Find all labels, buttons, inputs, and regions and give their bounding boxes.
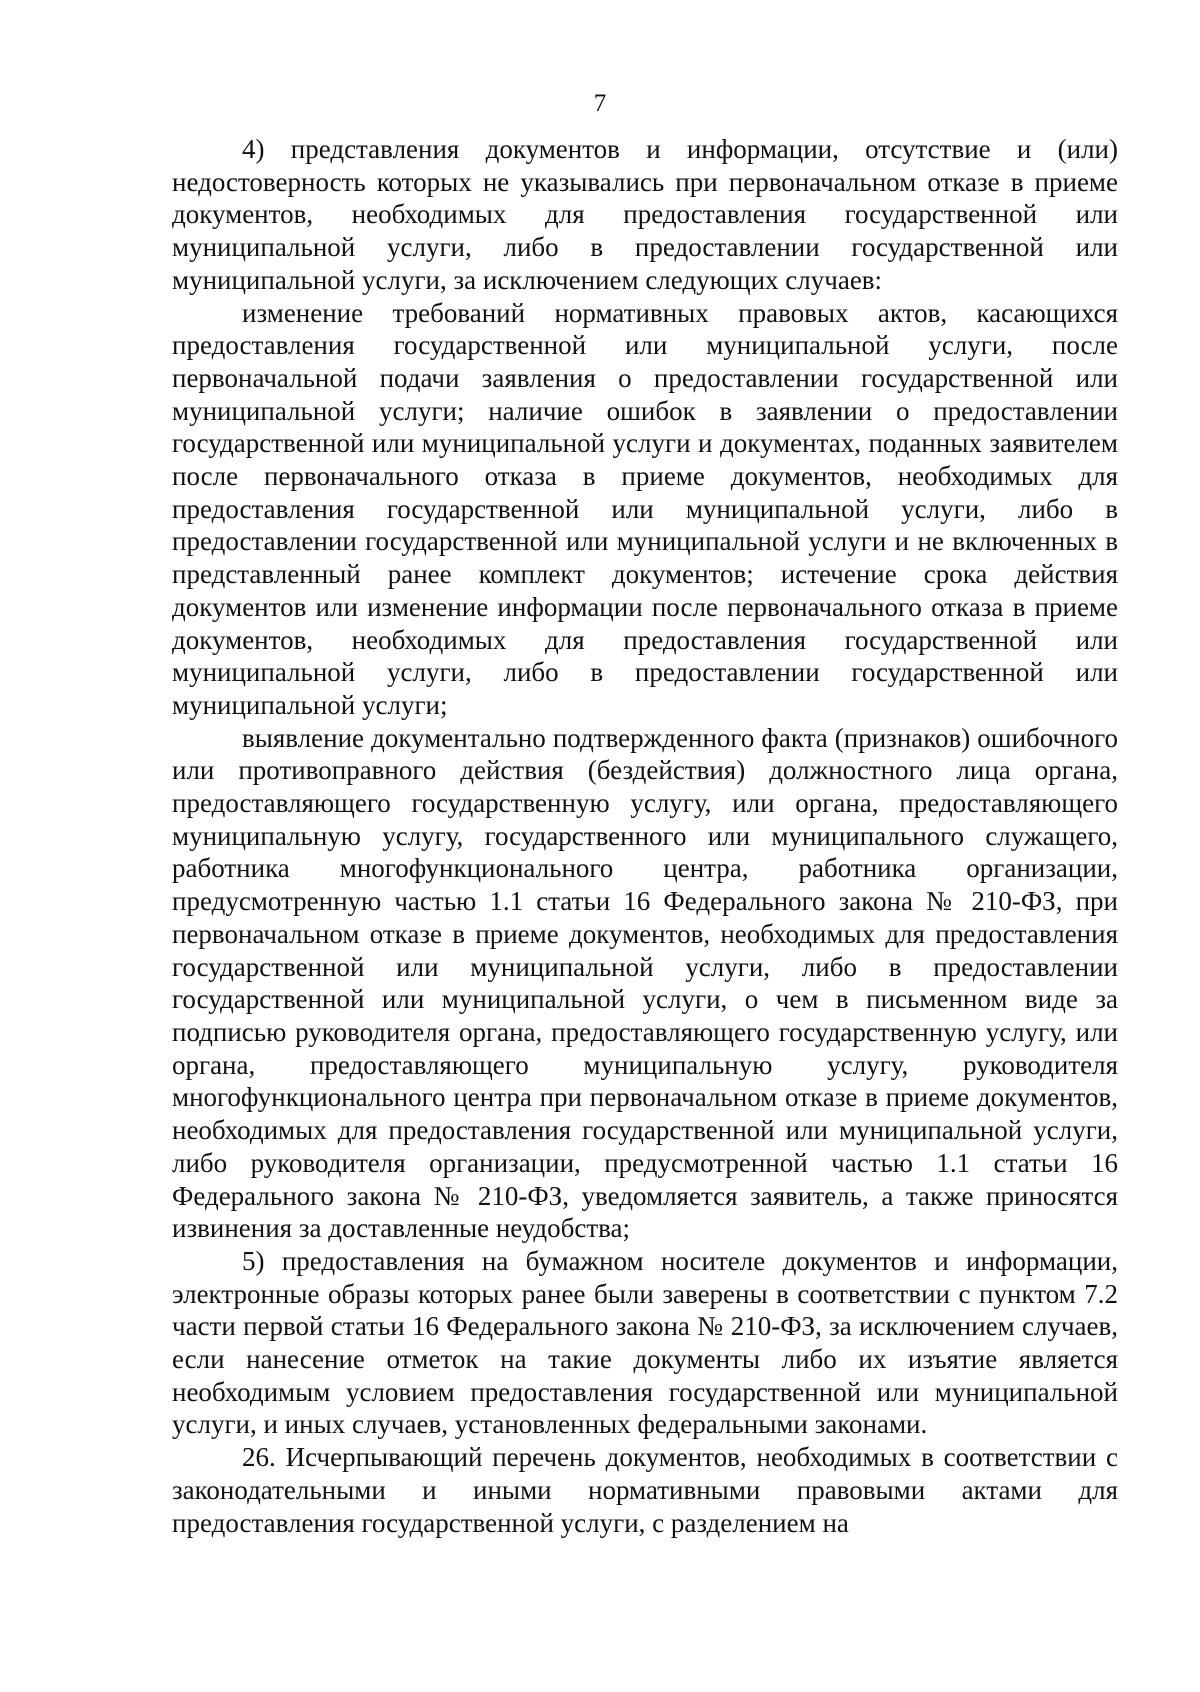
paragraph-regulation-change: изменение требований нормативных правовых актов, касающихся предоставления государственной или муниципальной услуги, после первоначальной подачи заявления о предоставлении государственной или муниципальной услуги; наличие ошибок в заявлении о предоставлении государственной или муниципальной услуги и документах, поданных заявителем после первоначального отказа в приеме документов, необходимых для предоставления государственной или муниципальной услуги, либо в предоставлении государственной или муниципальной услуги и не включенных в представленный ранее комплект документов; истечение срока действия документов или изменение информации после первоначального отказа в приеме документов, необходимых для предоставления государственной или муниципальной услуги, либо в предоставлении государственной или муниципальной услуги; — [172, 297, 1118, 720]
paragraph-unlawful-action: выявление документально подтвержденного факта (признаков) ошибочного или противоправного действия (бездействия) должностного лица органа, предоставляющего государственную услугу, или органа, предоставляющего муниципальную услугу, государственного или муниципального служащего, работника многофункционального центра, работника организации, предусмотренную частью 1.1 статьи 16 Федерального закона № 210-ФЗ, при первоначальном отказе в приеме документов, необходимых для предоставления государственной или муниципальной услуги, либо в предоставлении государственной или муниципальной услуги, о чем в письменном виде за подписью руководителя органа, предоставляющего государственную услугу, или органа, предоставляющего муниципальную услугу, руководителя многофункционального центра при первоначальном отказе в приеме документов, необходимых для предоставления государственной или муниципальной услуги, либо руководителя организации, предусмотренной частью 1.1 статьи 16 Федерального закона № 210-ФЗ, уведомляется заявитель, а также приносятся извинения за доставленные неудобства; — [172, 722, 1118, 1244]
paragraph-item-5: 5) предоставления на бумажном носителе документов и информации, электронные образы которых ранее были заверены в соответствии с пунктом 7.2 части первой статьи 16 Федерального закона № 210-ФЗ, за исключением случаев, если нанесение отметок на такие документы либо их изъятие является необходимым условием предоставления государственной или муниципальной услуги, и иных случаев, установленных федеральными законами. — [172, 1245, 1118, 1440]
paragraph-section-26: 26. Исчерпывающий перечень документов, необходимых в соответствии с законодательными и иными нормативными правовыми актами для предоставления государственной услуги, с разделением на — [172, 1442, 1118, 1538]
document-body — [172, 133, 1118, 1539]
page-number: 7 — [593, 90, 607, 117]
paragraph-item-4: 4) представления документов и информации, отсутствие и (или) недостоверность которых не указывались при первоначальном отказе в приеме документов, необходимых для предоставления государственной или муниципальной услуги, либо в предоставлении государственной или муниципальной услуги, за исключением следующих случаев: — [172, 134, 1118, 295]
